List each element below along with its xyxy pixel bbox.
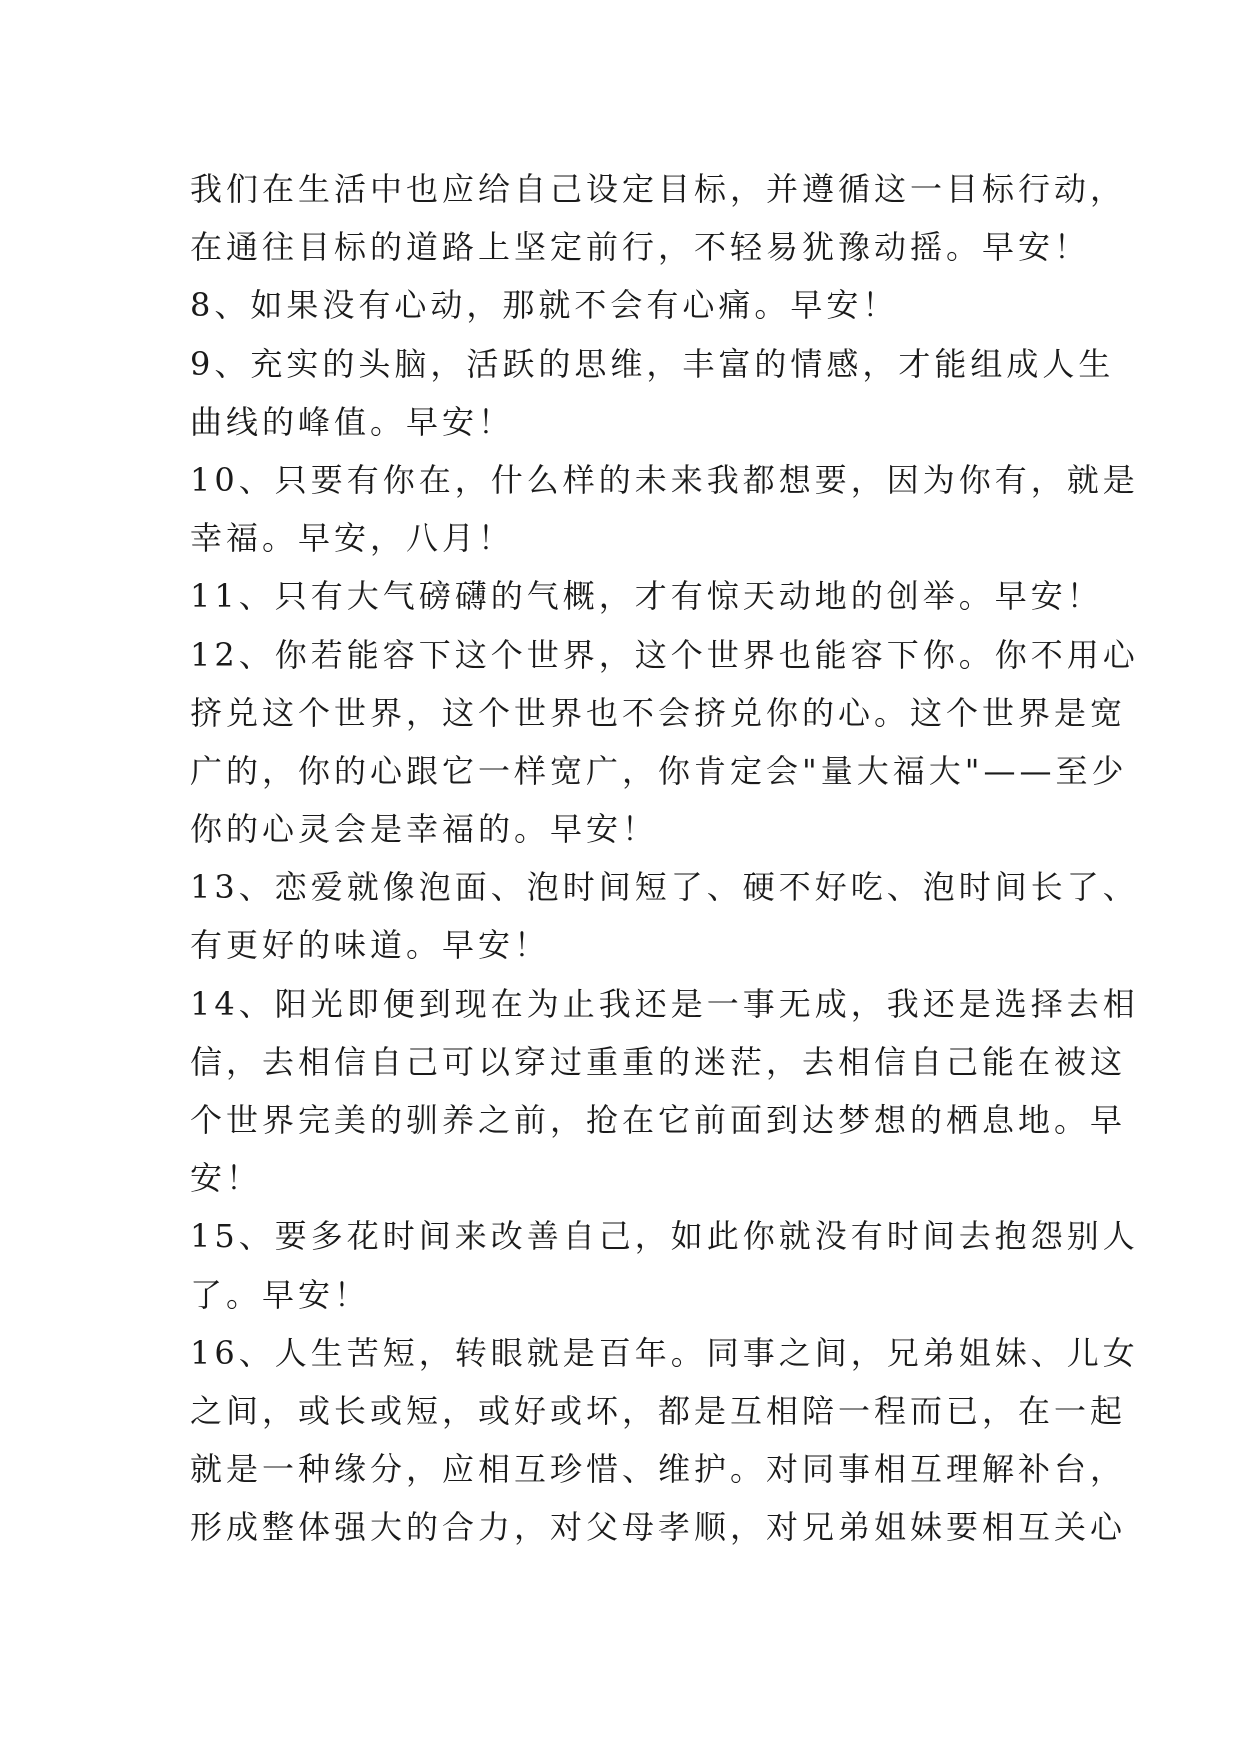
text-line: 15、要多花时间来改善自己，如此你就没有时间去抱怨别人 — [190, 1217, 1139, 1256]
text-line: 你的心灵会是幸福的。早安！ — [190, 810, 659, 849]
text-line: 挤兑这个世界，这个世界也不会挤兑你的心。这个世界是宽 — [190, 693, 1127, 732]
text-line: 8、如果没有心动，那就不会有心痛。早安！ — [190, 286, 899, 325]
document-body — [190, 160, 1139, 1557]
text-line: 9、充实的头脑，活跃的思维，丰富的情感，才能组成人生 — [190, 344, 1115, 383]
text-line: 13、恋爱就像泡面、泡时间短了、硬不好吃、泡时间长了、 — [190, 868, 1139, 907]
text-line: 之间，或长或短，或好或坏，都是互相陪一程而已，在一起 — [190, 1391, 1127, 1430]
text-line: 11、只有大气磅礴的气概，才有惊天动地的创举。早安！ — [190, 577, 1103, 616]
text-line: 有更好的味道。早安！ — [190, 926, 551, 965]
text-line: 信，去相信自己可以穿过重重的迷茫，去相信自己能在被这 — [190, 1042, 1127, 1081]
text-line: 幸福。早安，八月！ — [190, 519, 515, 558]
text-line: 了。早安！ — [190, 1275, 371, 1314]
text-line: 个世界完美的驯养之前，抢在它前面到达梦想的栖息地。早 — [190, 1101, 1127, 1139]
text-line: 形成整体强大的合力，对父母孝顺，对兄弟姐妹要相互关心 — [190, 1508, 1127, 1547]
text-line: 16、人生苦短，转眼就是百年。同事之间，兄弟姐妹、儿女 — [190, 1333, 1139, 1372]
text-line: 12、你若能容下这个世界，这个世界也能容下你。你不用心 — [190, 635, 1139, 674]
text-line: 我们在生活中也应给自己设定目标，并遵循这一目标行动， — [190, 170, 1127, 208]
text-line: 就是一种缘分，应相互珍惜、维护。对同事相互理解补台， — [190, 1450, 1127, 1489]
text-line: 安！ — [190, 1159, 263, 1198]
text-line: 在通往目标的道路上坚定前行，不轻易犹豫动摇。早安！ — [190, 228, 1091, 267]
text-line: 曲线的峰值。早安！ — [190, 402, 515, 441]
text-line: 广的，你的心跟它一样宽广，你肯定会"量大福大"——至少 — [190, 751, 1128, 790]
text-line: 10、只要有你在，什么样的未来我都想要，因为你有，就是 — [190, 460, 1139, 499]
text-line: 14、阳光即便到现在为止我还是一事无成，我还是选择去相 — [190, 984, 1139, 1023]
